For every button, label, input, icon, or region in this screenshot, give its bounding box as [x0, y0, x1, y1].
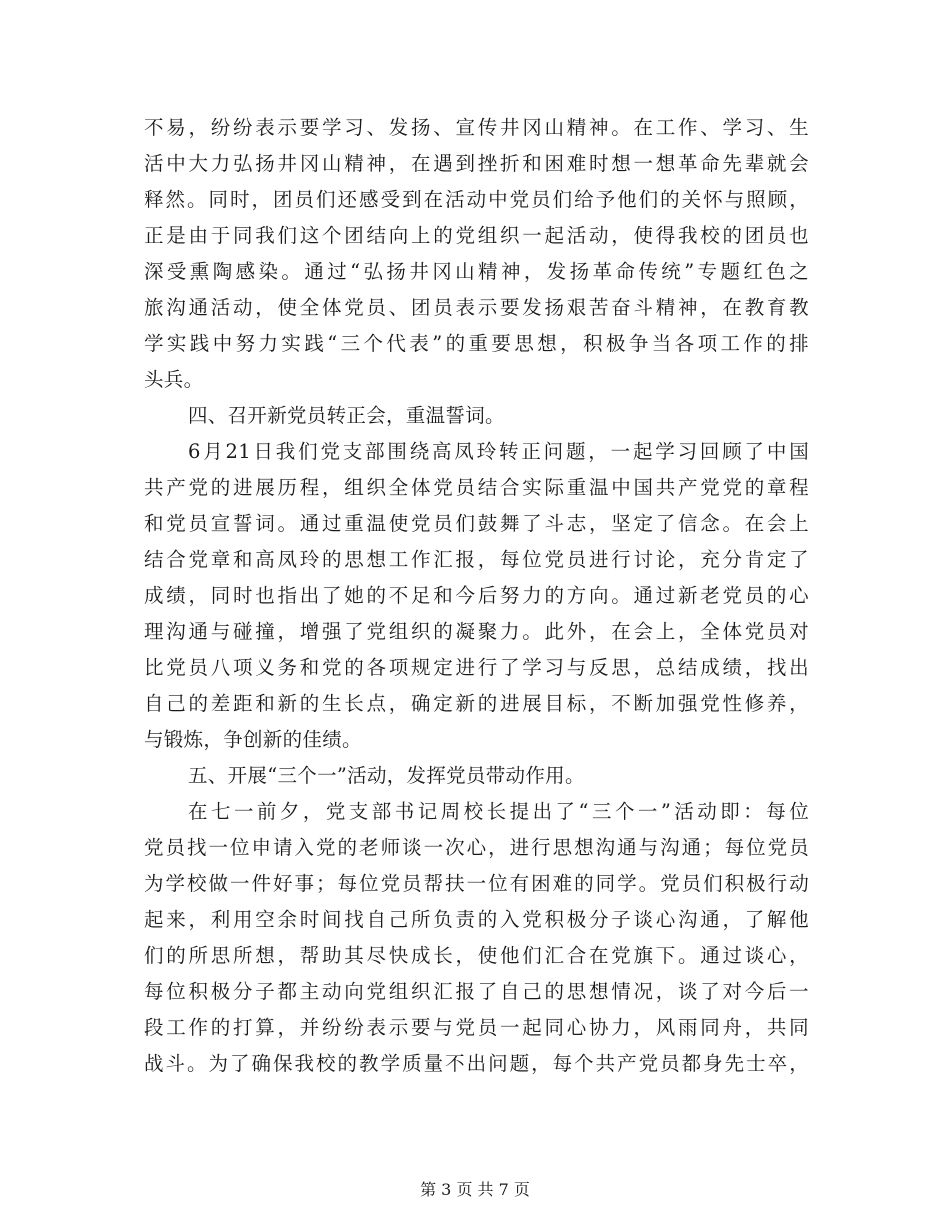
page-number-footer: 第 3 页 共 7 页 — [420, 1180, 530, 1199]
text-line: 深受熏陶感染。通过“弘扬井冈山精神，发扬革命传统”专题红色之 — [144, 260, 809, 283]
text-line: 不易，纷纷表示要学习、发扬、宣传井冈山精神。在工作、学习、生 — [144, 116, 809, 139]
text-line: 和党员宣誓词。通过重温使党员们鼓舞了斗志，坚定了信念。在会上 — [144, 512, 809, 535]
text-line: 释然。同时，团员们还感受到在活动中党员们给予他们的关怀与照顾， — [144, 188, 809, 211]
text-line: 理沟通与碰撞，增强了党组织的凝聚力。此外，在会上，全体党员对 — [144, 620, 809, 643]
text-line: 为学校做一件好事；每位党员帮扶一位有困难的同学。党员们积极行动 — [144, 872, 809, 895]
text-line: 结合党章和高凤玲的思想工作汇报，每位党员进行讨论，充分肯定了 — [144, 548, 809, 571]
text-line: 正是由于同我们这个团结向上的党组织一起活动，使得我校的团员也 — [144, 224, 809, 247]
text-line: 活中大力弘扬井冈山精神，在遇到挫折和困难时想一想革命先辈就会 — [144, 152, 809, 175]
text-line: 战斗。为了确保我校的教学质量不出问题，每个共产党员都身先士卒， — [144, 1052, 809, 1075]
text-line: 党员找一位申请入党的老师谈一次心，进行思想沟通与沟通；每位党员 — [144, 836, 809, 859]
text-line: 比党员八项义务和党的各项规定进行了学习与反思，总结成绩，找出 — [144, 656, 809, 679]
text-line: 自己的差距和新的生长点，确定新的进展目标，不断加强党性修养， — [144, 692, 809, 715]
section-heading: 五、开展“三个一”活动，发挥党员带动作用。 — [188, 764, 585, 787]
section-heading: 四、召开新党员转正会，重温誓词。 — [188, 404, 505, 427]
text-line: 旅沟通活动，使全体党员、团员表示要发扬艰苦奋斗精神，在教育教 — [144, 296, 809, 319]
text-line: 与锻炼，争创新的佳绩。 — [144, 728, 362, 751]
text-line: 起来，利用空余时间找自己所负责的入党积极分子谈心沟通，了解他 — [144, 908, 809, 931]
text-line: 头兵。 — [144, 368, 204, 391]
document-body — [144, 110, 809, 1082]
text-line: 6月21日我们党支部围绕高凤玲转正问题，一起学习回顾了中国 — [188, 440, 809, 463]
text-line: 在七一前夕，党支部书记周校长提出了“三个一”活动即：每位 — [188, 800, 809, 823]
text-line: 每位积极分子都主动向党组织汇报了自己的思想情况，谈了对今后一 — [144, 980, 809, 1003]
text-line: 学实践中努力实践“三个代表”的重要思想，积极争当各项工作的排 — [144, 332, 809, 355]
text-line: 段工作的打算，并纷纷表示要与党员一起同心协力，风雨同舟，共同 — [144, 1016, 809, 1039]
text-line: 共产党的进展历程，组织全体党员结合实际重温中国共产党党的章程 — [144, 476, 809, 499]
text-line: 们的所思所想，帮助其尽快成长，使他们汇合在党旗下。通过谈心， — [144, 944, 809, 967]
text-line: 成绩，同时也指出了她的不足和今后努力的方向。通过新老党员的心 — [144, 584, 809, 607]
